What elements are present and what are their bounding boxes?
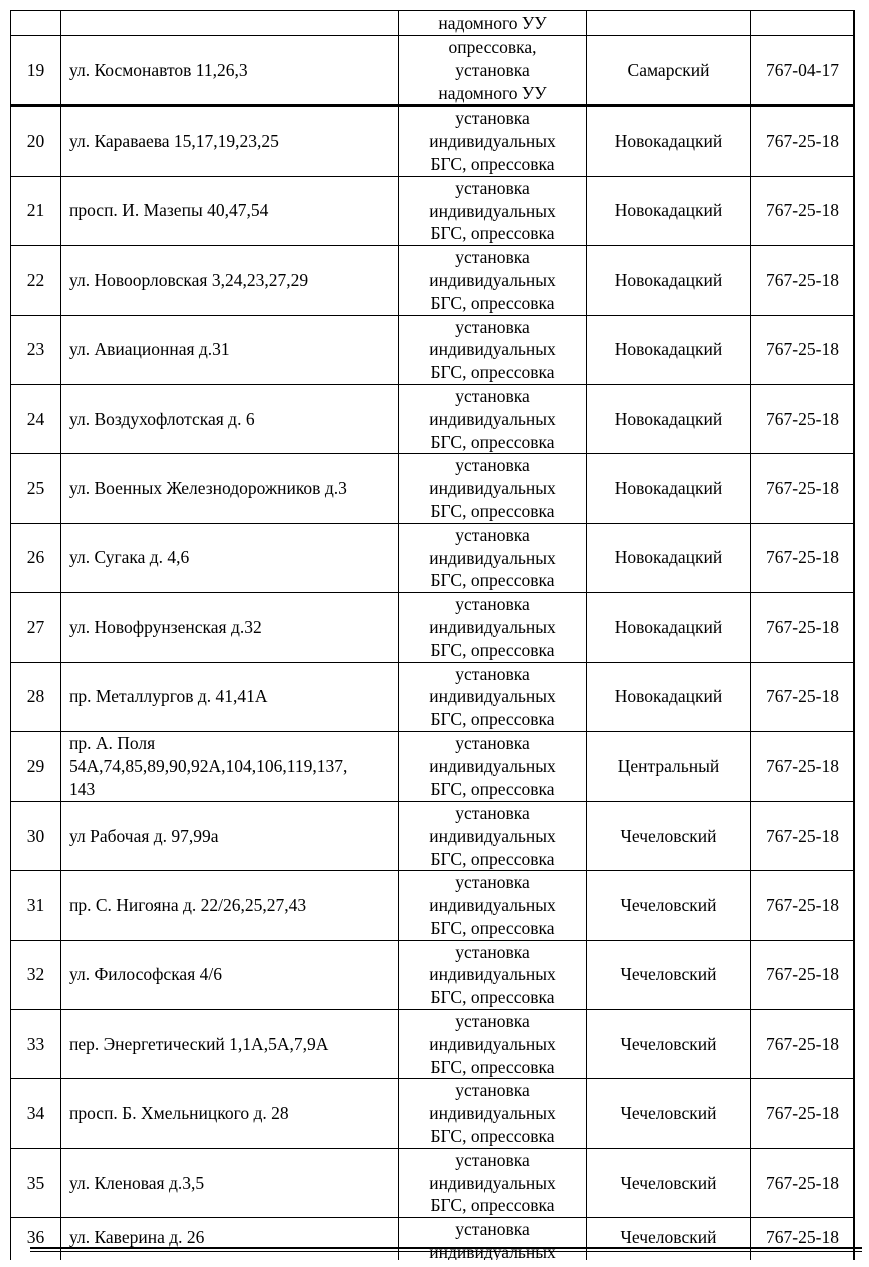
cell-address xyxy=(61,731,399,801)
work-line: БГС, опрессовка xyxy=(430,570,555,591)
work-line: индивидуальных xyxy=(429,964,556,985)
table-row xyxy=(11,731,855,801)
table-row-continued xyxy=(11,11,855,36)
outage-schedule-table xyxy=(10,10,855,1260)
work-line: установка xyxy=(455,1219,530,1240)
work-line: опрессовка, xyxy=(448,37,537,57)
cell-address: пр. С. Нигояна д. 22/26,25,27,43 xyxy=(61,871,399,940)
cell-district: Чечеловский xyxy=(587,1079,751,1148)
table-row xyxy=(11,801,855,870)
cell-work xyxy=(399,384,587,453)
cell-address: ул. Военных Железнодорожников д.3 xyxy=(61,454,399,523)
table-row xyxy=(11,1079,855,1148)
work-line: БГС, опрессовка xyxy=(430,431,555,452)
cell-phone: 767-25-18 xyxy=(751,940,855,1009)
work-line: установка xyxy=(455,802,530,823)
work-line: установка xyxy=(455,872,530,893)
cell-phone: 767-25-18 xyxy=(751,454,855,523)
work-line: БГС, опрессовка xyxy=(430,153,555,174)
cell-address: просп. И. Мазепы 40,47,54 xyxy=(61,176,399,245)
cell-address: ул. Воздухофлотская д. 6 xyxy=(61,384,399,453)
work-line: индивидуальных xyxy=(429,408,556,429)
work-line: БГС, опрессовка xyxy=(430,639,555,660)
cell-district: Чечеловский xyxy=(587,1148,751,1217)
work-line: БГС, опрессовка xyxy=(430,292,555,313)
cell-work: надомного УУ xyxy=(399,11,587,36)
cell-phone: 767-25-18 xyxy=(751,871,855,940)
page-bottom-rule-secondary xyxy=(30,1251,862,1252)
work-line: установка xyxy=(455,1149,530,1170)
cell-work xyxy=(399,1079,587,1148)
work-line: БГС, опрессовка xyxy=(430,709,555,730)
cell-num: 23 xyxy=(11,315,61,384)
right-border xyxy=(853,10,855,1260)
cell-phone: 767-25-18 xyxy=(751,1148,855,1217)
work-line: установка xyxy=(455,733,530,754)
cell-num: 24 xyxy=(11,384,61,453)
work-line: надомного УУ xyxy=(438,82,547,103)
cell-phone: 767-25-18 xyxy=(751,731,855,801)
cell-work xyxy=(399,1148,587,1217)
cell-district: Новокадацкий xyxy=(587,384,751,453)
table-row xyxy=(11,454,855,523)
work-line: установка xyxy=(455,1011,530,1032)
cell-work xyxy=(399,176,587,245)
cell-num: 21 xyxy=(11,176,61,245)
cell-work xyxy=(399,871,587,940)
table-row xyxy=(11,523,855,592)
work-line: БГС, опрессовка xyxy=(430,917,555,938)
cell-num: 28 xyxy=(11,662,61,731)
cell-num: 27 xyxy=(11,593,61,662)
cell-address: ул. Кленовая д.3,5 xyxy=(61,1148,399,1217)
cell-address: ул. Авиационная д.31 xyxy=(61,315,399,384)
table-row xyxy=(11,871,855,940)
work-line: БГС, опрессовка xyxy=(430,1126,555,1147)
cell-district: Новокадацкий xyxy=(587,176,751,245)
cell-num: 35 xyxy=(11,1148,61,1217)
cell-address: ул. Новофрунзенская д.32 xyxy=(61,593,399,662)
table-row xyxy=(11,593,855,662)
cell-num: 29 xyxy=(11,731,61,801)
work-line: индивидуальных xyxy=(429,339,556,360)
cell-phone: 767-25-18 xyxy=(751,523,855,592)
cell-num: 34 xyxy=(11,1079,61,1148)
cell-num: 30 xyxy=(11,801,61,870)
address-line: 143 xyxy=(69,778,96,799)
cell-district: Самарский xyxy=(587,36,751,106)
cell-phone: 767-25-18 xyxy=(751,176,855,245)
document-page xyxy=(10,10,855,1260)
cell-work xyxy=(399,731,587,801)
cell-num: 26 xyxy=(11,523,61,592)
work-line: установка xyxy=(455,316,530,337)
work-line: БГС, опрессовка xyxy=(430,223,555,244)
cell-phone: 767-25-18 xyxy=(751,106,855,176)
cell-work xyxy=(399,940,587,1009)
cell-address: пр. Металлургов д. 41,41А xyxy=(61,662,399,731)
cell-work xyxy=(399,801,587,870)
work-line: индивидуальных xyxy=(429,686,556,707)
cell-district: Новокадацкий xyxy=(587,315,751,384)
table-row xyxy=(11,384,855,453)
work-line: БГС, опрессовка xyxy=(430,987,555,1008)
work-line: БГС, опрессовка xyxy=(430,500,555,521)
cell-work xyxy=(399,315,587,384)
cell-work xyxy=(399,36,587,106)
cell-num: 32 xyxy=(11,940,61,1009)
address-line: 54А,74,85,89,90,92А,104,106,119,137, xyxy=(69,755,348,776)
table-row xyxy=(11,176,855,245)
cell-phone: 767-25-18 xyxy=(751,1010,855,1079)
table-row xyxy=(11,36,855,106)
table-row xyxy=(11,1010,855,1079)
cell-address: ул. Каверина д. 26 xyxy=(61,1218,399,1260)
work-line: индивидуальных xyxy=(429,895,556,916)
work-line: установка xyxy=(455,594,530,615)
cell-phone xyxy=(751,11,855,36)
cell-district: Новокадацкий xyxy=(587,454,751,523)
cell-num: 19 xyxy=(11,36,61,106)
work-line: БГС, опрессовка xyxy=(430,778,555,799)
cell-district: Новокадацкий xyxy=(587,662,751,731)
cell-district: Новокадацкий xyxy=(587,246,751,315)
work-line: установка xyxy=(455,455,530,476)
cell-work xyxy=(399,1218,587,1260)
cell-address: ул. Космонавтов 11,26,3 xyxy=(61,36,399,106)
work-line: индивидуальных xyxy=(429,1103,556,1124)
cell-address: пер. Энергетический 1,1А,5А,7,9А xyxy=(61,1010,399,1079)
cell-district: Чечеловский xyxy=(587,1010,751,1079)
cell-phone: 767-25-18 xyxy=(751,801,855,870)
cell-phone: 767-25-18 xyxy=(751,384,855,453)
cell-phone: 767-04-17 xyxy=(751,36,855,106)
table-row xyxy=(11,1218,855,1260)
work-line: установка xyxy=(455,247,530,268)
cell-num: 36 xyxy=(11,1218,61,1260)
work-line: установка xyxy=(455,941,530,962)
work-line: индивидуальных xyxy=(429,616,556,637)
work-line: индивидуальных xyxy=(429,269,556,290)
cell-phone: 767-25-18 xyxy=(751,246,855,315)
table-row xyxy=(11,1148,855,1217)
address-line: пр. А. Поля xyxy=(69,732,156,753)
work-line: индивидуальных xyxy=(429,1033,556,1054)
cell-phone: 767-25-18 xyxy=(751,1218,855,1260)
work-line: установка xyxy=(455,385,530,406)
work-line: установка xyxy=(455,663,530,684)
cell-district: Новокадацкий xyxy=(587,523,751,592)
work-line: индивидуальных xyxy=(429,825,556,846)
cell-district: Чечеловский xyxy=(587,1218,751,1260)
cell-district: Чечеловский xyxy=(587,871,751,940)
work-line: установка xyxy=(455,108,530,129)
cell-district: Чечеловский xyxy=(587,940,751,1009)
cell-address: ул. Сугака д. 4,6 xyxy=(61,523,399,592)
work-line: индивидуальных xyxy=(429,131,556,152)
work-line: установка xyxy=(455,524,530,545)
cell-work xyxy=(399,523,587,592)
work-line: БГС, опрессовка xyxy=(430,848,555,869)
table-row xyxy=(11,662,855,731)
cell-num: 22 xyxy=(11,246,61,315)
cell-district: Новокадацкий xyxy=(587,106,751,176)
work-line: установка xyxy=(455,59,530,80)
cell-district: Новокадацкий xyxy=(587,593,751,662)
cell-district xyxy=(587,11,751,36)
cell-num: 33 xyxy=(11,1010,61,1079)
work-line: индивидуальных xyxy=(429,478,556,499)
work-line: индивидуальных xyxy=(429,200,556,221)
cell-work xyxy=(399,106,587,176)
cell-num: 20 xyxy=(11,106,61,176)
cell-work xyxy=(399,662,587,731)
cell-address xyxy=(61,11,399,36)
cell-address: ул. Караваева 15,17,19,23,25 xyxy=(61,106,399,176)
table-row xyxy=(11,940,855,1009)
table-row xyxy=(11,315,855,384)
cell-num: 31 xyxy=(11,871,61,940)
cell-num xyxy=(11,11,61,36)
page-bottom-rule xyxy=(30,1247,862,1249)
work-line: БГС, опрессовка xyxy=(430,1195,555,1216)
cell-work xyxy=(399,1010,587,1079)
cell-work xyxy=(399,246,587,315)
work-line: установка xyxy=(455,177,530,198)
cell-work xyxy=(399,593,587,662)
cell-address: ул. Новоорловская 3,24,23,27,29 xyxy=(61,246,399,315)
work-line: установка xyxy=(455,1080,530,1101)
table-row xyxy=(11,106,855,176)
table-row xyxy=(11,246,855,315)
cell-phone: 767-25-18 xyxy=(751,662,855,731)
cell-address: ул. Философская 4/6 xyxy=(61,940,399,1009)
cell-num: 25 xyxy=(11,454,61,523)
cell-phone: 767-25-18 xyxy=(751,1079,855,1148)
work-line: БГС, опрессовка xyxy=(430,1056,555,1077)
cell-district: Центральный xyxy=(587,731,751,801)
work-line: индивидуальных xyxy=(429,756,556,776)
cell-work xyxy=(399,454,587,523)
work-line: индивидуальных xyxy=(429,1172,556,1193)
cell-phone: 767-25-18 xyxy=(751,315,855,384)
work-line: БГС, опрессовка xyxy=(430,362,555,383)
cell-address: ул Рабочая д. 97,99а xyxy=(61,801,399,870)
work-line: индивидуальных xyxy=(429,547,556,568)
cell-phone: 767-25-18 xyxy=(751,593,855,662)
cell-district: Чечеловский xyxy=(587,801,751,870)
cell-address: просп. Б. Хмельницкого д. 28 xyxy=(61,1079,399,1148)
